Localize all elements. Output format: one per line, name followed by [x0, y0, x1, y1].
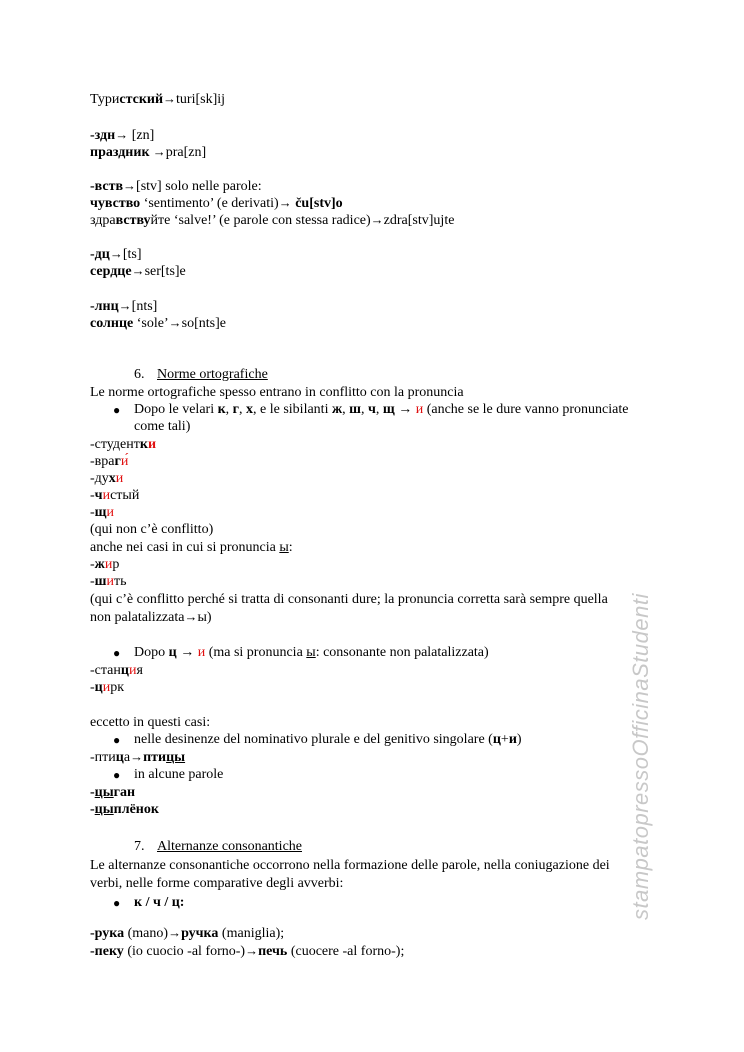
arrow-icon: → [118, 298, 132, 313]
arrow-icon: → [245, 943, 259, 958]
s6-bullet1-cont: come tali) [134, 419, 191, 434]
example-peku: -пеку (io cuocio -al forno-)→печь (cuocere -al forno-); [90, 943, 405, 959]
s7-bullet1: к / ч / ц: [134, 895, 185, 910]
arrow-icon: → [168, 925, 182, 940]
example-zhir: -жир [90, 557, 120, 572]
bullet-icon: ● [113, 403, 121, 417]
note-no-conflict: (qui non c’è conflitto) [90, 522, 214, 537]
line-lnc: -лнц→[nts] [90, 298, 158, 314]
line-prazdnik: праздник →pra[zn] [90, 144, 207, 160]
arrow-icon: → [168, 315, 182, 330]
example-ruka: -рука (mano)→ручка (maniglia); [90, 925, 285, 941]
line-serdce: сердце→ser[ts]e [90, 263, 186, 279]
arrow-icon: → [115, 127, 129, 142]
note-anche: anche nei casi in cui si pronuncia ы: [90, 540, 293, 555]
arrow-icon: → [163, 91, 177, 106]
arrow-icon: → [278, 195, 292, 210]
note-conflict-2: non palatalizzata→ы) [90, 609, 212, 625]
arrow-icon: → [130, 749, 144, 764]
example-cyplenok: -цыплёнок [90, 802, 159, 817]
arrow-icon: → [370, 212, 384, 227]
arrow-icon: → [176, 645, 198, 660]
example-studentki: -студентки [90, 437, 157, 452]
line-turistskij: Туристский→turi[sk]ij [90, 91, 226, 107]
line-vstv: -вств→[stv] solo nelle parole: [90, 178, 262, 194]
s6-bullet4: in alcune parole [134, 767, 224, 782]
bullet-icon: ● [113, 646, 121, 660]
arrow-icon: → [394, 402, 416, 417]
example-chisty: -чистый [90, 488, 140, 503]
line-zdravstvujte: здравствуйте ‘salve!’ (e parole con stessa radice)→zdra[stv]ujte [90, 212, 455, 228]
arrow-icon: → [109, 246, 123, 261]
section6-intro: Le norme ortografiche spesso entrano in conflitto con la pronuncia [90, 385, 464, 400]
bullet-icon: ● [113, 768, 121, 782]
bullet-icon: ● [113, 733, 121, 747]
example-stanciya: -станция [90, 663, 143, 678]
example-duxi: -духи [90, 471, 124, 486]
note-eccetto: eccetto in questi casi: [90, 715, 211, 730]
arrow-icon: → [131, 263, 145, 278]
section7-intro-1: Le alternanze consonantiche occorrono nella formazione delle parole, nella coniugazione dei [90, 858, 610, 873]
bullet-icon: ● [113, 896, 121, 910]
example-shchi: -щи [90, 505, 114, 520]
line-zdn: -здн→ [zn] [90, 127, 155, 143]
arrow-icon: → [149, 144, 166, 159]
line-chuvstvo: чувство ‘sentimento’ (e derivati)→ ču[stv]o [90, 195, 343, 211]
section-heading-7: 7. Alternanze consonantiche [134, 839, 302, 854]
example-cygan: -цыган [90, 785, 136, 800]
section-heading-6: 6. Norme ortografiche [134, 367, 268, 382]
s6-bullet1: Dopo le velari к, г, х, e le sibilanti ж, ш, ч, щ → и (anche se le dure vanno pronunciate [134, 402, 629, 417]
line-solnce: солнце ‘sole’→so[nts]e [90, 315, 226, 331]
example-shit: -шить [90, 574, 127, 589]
example-cirk: -цирк [90, 680, 125, 695]
arrow-icon: → [184, 609, 198, 624]
example-ptica: -птица→птицы [90, 749, 186, 765]
note-conflict-1: (qui c’è conflitto perché si tratta di consonanti dure; la pronuncia corretta sarà sempre quella [90, 592, 608, 607]
section7-intro-2: verbi, nelle forme comparative degli avverbi: [90, 876, 344, 891]
arrow-icon: → [123, 178, 137, 193]
s6-bullet3: nelle desinenze del nominativo plurale e del genitivo singolare (ц+и) [134, 732, 522, 747]
s6-bullet2: Dopo ц → и (ma si pronuncia ы: consonante non palatalizzata) [134, 645, 489, 660]
watermark: stampatopressoOfficinaStudenti [628, 593, 653, 920]
example-vragi: -враги́ [90, 454, 129, 469]
line-dc: -дц→[ts] [90, 246, 142, 262]
